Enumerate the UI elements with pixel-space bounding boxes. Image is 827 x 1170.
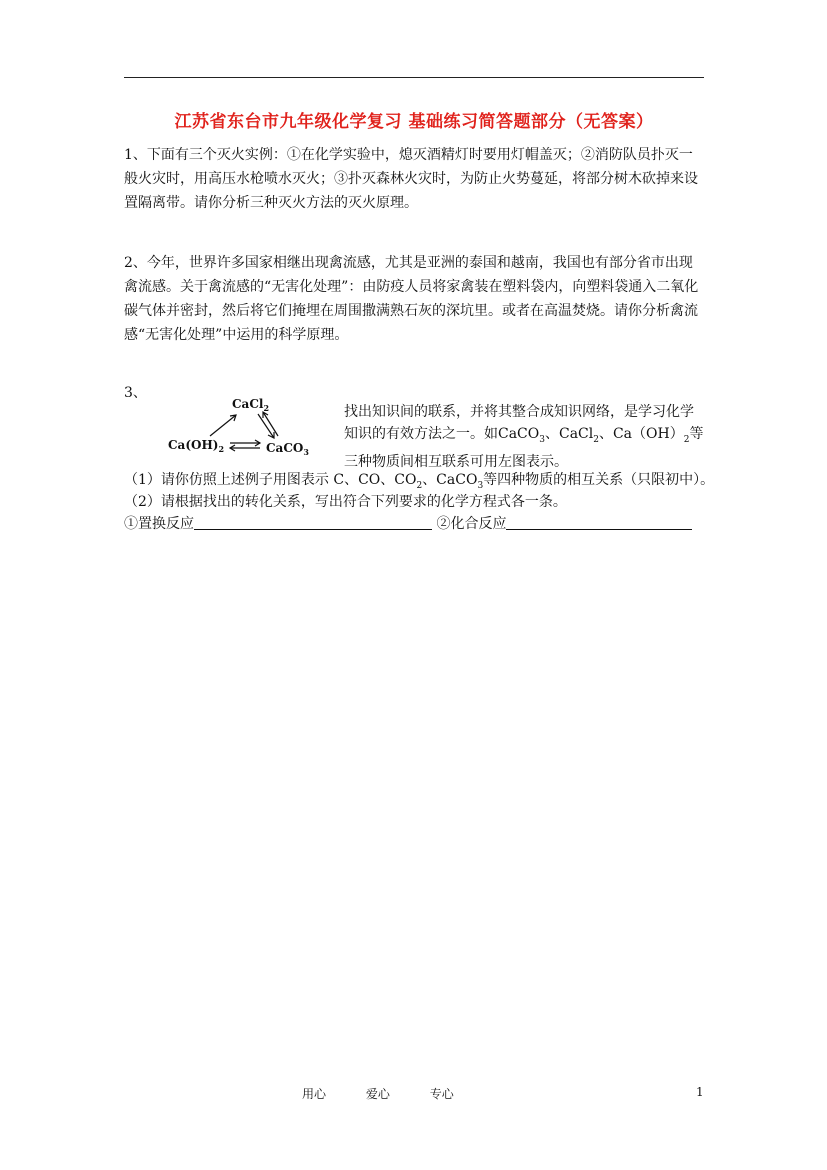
question-1: 1、下面有三个灭火实例：①在化学实验中，熄灭酒精灯时要用灯帽盖灭；②消防队员扑灭一般火灾时，用高压水枪喷水灭火；③扑灭森林火灾时，为防止火势蔓延，将部分树木砍掉来设置隔离带。请你分析三种灭火方法的灭火原理。 — [124, 147, 698, 211]
diagram-node-caco3: CaCO$_3$ — [266, 441, 309, 457]
diagram-node-cacl2: CaCl$_2$ — [232, 397, 270, 413]
arrow-cacl2-caco3 — [258, 412, 278, 438]
footer-slogan — [302, 1085, 490, 1102]
conversion-diagram — [160, 392, 340, 462]
question-3-part-1: （1）请你仿照上述例子用图表示 C、CO、$CO_2$、CaCO$_3$等四种物质的相互关系（只限初中）。 — [124, 472, 715, 491]
answer-2-blank[interactable] — [506, 515, 692, 530]
page-title: 江苏省东台市九年级化学复习 基础练习简答题部分（无答案） — [174, 112, 654, 132]
question-3-text: 找出知识间的联系，并将其整合成知识网络，是学习化学知识的有效方法之一。如CaCO$_3$、CaCl$_2$、$Ca(OH)_2$等三种物质间相互联系可用左图表示。 — [344, 404, 704, 470]
diagram-node-caoh2: $Ca(OH)_2$ — [168, 438, 225, 454]
answer-lines — [124, 514, 692, 534]
header-rule — [124, 77, 704, 78]
answer-2-label: ②化合反应 — [436, 516, 507, 532]
page-number: 1 — [696, 1085, 704, 1099]
answer-1-blank[interactable] — [194, 515, 432, 530]
footer-item: 爱心 — [365, 1087, 390, 1101]
question-2: 2、今年，世界许多国家相继出现禽流感，尤其是亚洲的泰国和越南，我国也有部分省市出现禽流感。关于禽流感的“无害化处理”：由防疫人员将家禽装在塑料袋内，向塑料袋通入二氧化碳气体并密封，然后将它们掩埋在周围撒满熟石灰的深坑里。或者在高温焚烧。请你分析禽流感“无害化处理”中运用的科学原理。 — [124, 255, 699, 343]
arrow-caoh2-caco3 — [230, 440, 260, 451]
arrow-caoh2-to-cacl2 — [210, 415, 236, 436]
question-3-number: 3、 — [124, 385, 147, 401]
footer-item: 专心 — [429, 1087, 454, 1101]
answer-1-label: ①置换反应 — [124, 516, 194, 532]
footer-item: 用心 — [302, 1087, 327, 1101]
question-3-part-2: （2）请根据找出的转化关系，写出符合下列要求的化学方程式各一条。 — [124, 494, 567, 510]
